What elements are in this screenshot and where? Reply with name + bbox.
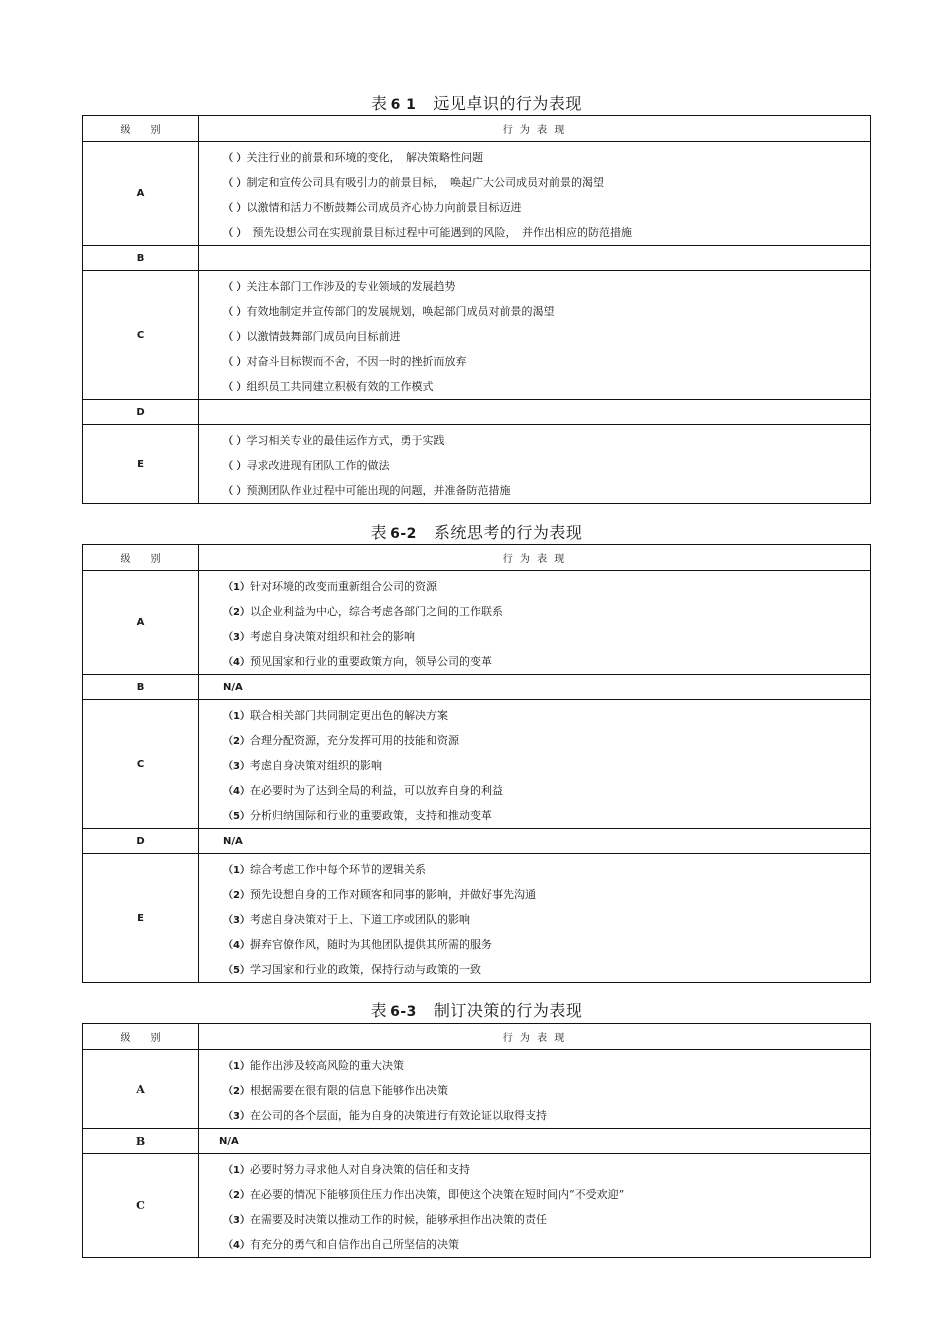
level-row-e xyxy=(83,425,871,504)
behavior-table xyxy=(82,115,871,504)
table-header-row xyxy=(83,116,871,142)
header-behavior: 行 为 表 现 xyxy=(199,545,871,571)
behavior-item: （ ）以激情和活力不断鼓舞公司成员齐心协力向前景目标迈进 xyxy=(223,201,522,214)
level-label: A xyxy=(83,1050,199,1129)
title-text: 系统思考的行为表现 xyxy=(433,523,583,542)
level-label: A xyxy=(83,571,199,675)
level-label: D xyxy=(83,829,199,854)
behavior-item: （1）必要时努力寻求他人对自身决策的信任和支持 xyxy=(223,1163,470,1176)
behavior-item: （ ）有效地制定并宣传部门的发展规划，唤起部门成员对前景的渴望 xyxy=(223,305,555,318)
behavior-item: （ ）组织员工共同建立积极有效的工作模式 xyxy=(223,380,434,393)
level-label: B xyxy=(83,1129,199,1154)
level-label: C xyxy=(83,271,199,400)
behavior-table xyxy=(82,544,871,983)
behavior-item: （2）预先设想自身的工作对顾客和同事的影响，并做好事先沟通 xyxy=(223,888,536,901)
level-row-a xyxy=(83,142,871,246)
level-label: E xyxy=(83,854,199,983)
behavior-item: （4）在必要时为了达到全局的利益，可以放弃自身的利益 xyxy=(223,784,503,797)
behavior-item: （4）摒弃官僚作风，随时为其他团队提供其所需的服务 xyxy=(223,938,492,951)
behavior-item: （5）分析归纳国际和行业的重要政策，支持和推动变革 xyxy=(223,809,492,822)
level-row-b xyxy=(83,675,871,700)
table-header-row xyxy=(83,545,871,571)
title-prefix: 表 xyxy=(370,1001,388,1020)
header-level: 级 别 xyxy=(83,116,199,142)
behavior-item: （ ）关注行业的前景和环境的变化， 解决策略性问题 xyxy=(223,151,483,164)
behavior-item: （1）能作出涉及较高风险的重大决策 xyxy=(223,1059,404,1072)
level-row-b xyxy=(83,1129,871,1154)
behavior-item: （ ）以激情鼓舞部门成员向目标前进 xyxy=(223,330,401,343)
title-number: 6 1 xyxy=(390,97,417,113)
level-label: C xyxy=(83,1154,199,1258)
level-row-d xyxy=(83,400,871,425)
level-row-a xyxy=(83,1050,871,1129)
behavior-item: （ ）预测团队作业过程中可能出现的问题，并准备防范措施 xyxy=(223,484,511,497)
level-label: E xyxy=(83,425,199,504)
behavior-item: （1）针对环境的改变而重新组合公司的资源 xyxy=(223,580,437,593)
title-prefix: 表 xyxy=(370,523,388,542)
behavior-item: （4）有充分的勇气和自信作出自己所坚信的决策 xyxy=(223,1238,459,1251)
empty-cell xyxy=(199,400,871,425)
title-number: 6-2 xyxy=(390,526,417,542)
level-label: B xyxy=(83,675,199,700)
table-title xyxy=(82,94,871,115)
table-title xyxy=(82,523,871,544)
level-row-b xyxy=(83,246,871,271)
behavior-item: （ ）寻求改进现有团队工作的做法 xyxy=(223,459,390,472)
header-behavior: 行 为 表 现 xyxy=(199,1024,871,1050)
behavior-item: （3）考虑自身决策对组织和社会的影响 xyxy=(223,630,415,643)
header-level: 级 别 xyxy=(83,1024,199,1050)
title-text: 制订决策的行为表现 xyxy=(433,1001,583,1020)
header-behavior: 行 为 表 现 xyxy=(199,116,871,142)
level-row-c xyxy=(83,271,871,400)
behavior-item: （3）在公司的各个层面，能为自身的决策进行有效论证以取得支持 xyxy=(223,1109,547,1122)
level-row-a xyxy=(83,571,871,675)
header-level: 级 别 xyxy=(83,545,199,571)
level-label: A xyxy=(83,142,199,246)
behavior-table xyxy=(82,1023,871,1258)
table-header-row xyxy=(83,1024,871,1050)
na-cell: N/A xyxy=(199,1129,871,1154)
level-label: D xyxy=(83,400,199,425)
behavior-item: （2）在必要的情况下能够顶住压力作出决策，即使这个决策在短时间内“不受欢迎” xyxy=(223,1188,625,1201)
title-number: 6-3 xyxy=(390,1004,417,1020)
behavior-item: （5）学习国家和行业的政策，保持行动与政策的一致 xyxy=(223,963,481,976)
behavior-item: （ ）关注本部门工作涉及的专业领域的发展趋势 xyxy=(223,280,456,293)
title-text: 远见卓识的行为表现 xyxy=(433,94,582,113)
behavior-item: （2）以企业利益为中心，综合考虑各部门之间的工作联系 xyxy=(223,605,503,618)
behavior-item: （ ）制定和宣传公司具有吸引力的前景目标， 唤起广大公司成员对前景的渴望 xyxy=(223,176,604,189)
behavior-item: （1）综合考虑工作中每个环节的逻辑关系 xyxy=(223,863,426,876)
behavior-item: （2）合理分配资源，充分发挥可用的技能和资源 xyxy=(223,734,459,747)
behavior-item: （3）在需要及时决策以推动工作的时候，能够承担作出决策的责任 xyxy=(223,1213,547,1226)
behavior-item: （3）考虑自身决策对组织的影响 xyxy=(223,759,382,772)
title-prefix: 表 xyxy=(371,94,388,113)
level-row-e xyxy=(83,854,871,983)
behavior-item: （ ）对奋斗目标锲而不舍，不因一时的挫折而放弃 xyxy=(223,355,467,368)
level-row-c xyxy=(83,1154,871,1258)
level-label: C xyxy=(83,700,199,829)
level-row-c xyxy=(83,700,871,829)
level-row-d xyxy=(83,829,871,854)
level-label: B xyxy=(83,246,199,271)
behavior-item: （2）根据需要在很有限的信息下能够作出决策 xyxy=(223,1084,448,1097)
na-cell: N/A xyxy=(199,829,871,854)
behavior-item: （ ）学习相关专业的最佳运作方式，勇于实践 xyxy=(223,434,445,447)
behavior-item: （3）考虑自身决策对于上、下道工序或团队的影响 xyxy=(223,913,470,926)
na-cell: N/A xyxy=(199,675,871,700)
behavior-item: （1）联合相关部门共同制定更出色的解决方案 xyxy=(223,709,448,722)
behavior-item: （4）预见国家和行业的重要政策方向，领导公司的变革 xyxy=(223,655,492,668)
table-title xyxy=(82,1001,871,1022)
empty-cell xyxy=(199,246,871,271)
behavior-item: （ ） 预先设想公司在实现前景目标过程中可能遇到的风险， 并作出相应的防范措施 xyxy=(223,226,632,239)
